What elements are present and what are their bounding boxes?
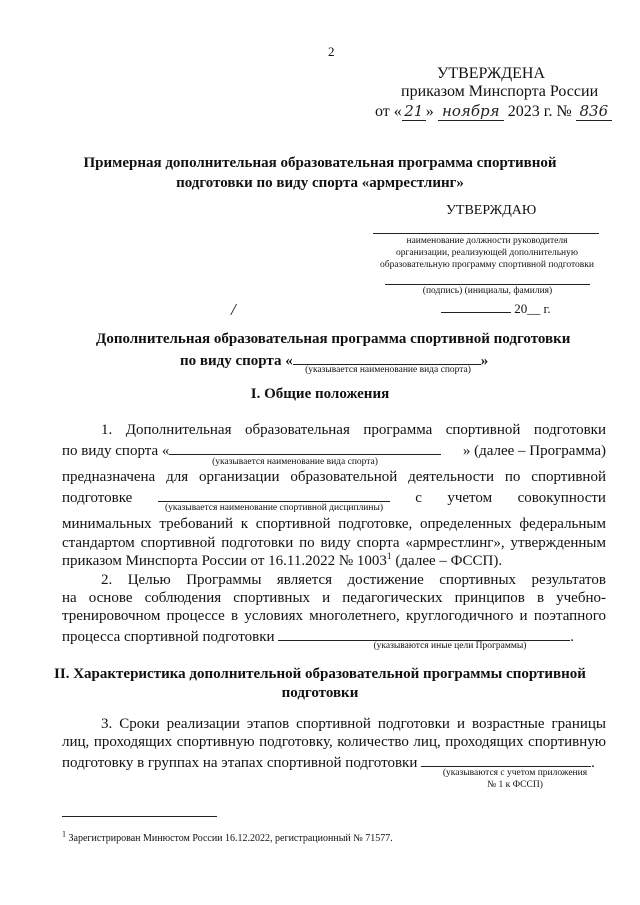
p1-line7-text: приказом Минспорта России от 16.11.2022 № 1003 (62, 553, 387, 569)
footnote-separator (62, 816, 217, 817)
approve-caption-line1: наименование должности руководителя (406, 236, 568, 246)
p1-discipline-blank (158, 487, 390, 502)
p1-footnote-ref: 1 (386, 552, 392, 562)
p2-line2: на основе соблюдения спортивных и педагогических принципов в учебно- (62, 590, 606, 606)
p1-line4-word1: подготовке (62, 490, 133, 506)
p1-line3: предназначена для организации образовательной деятельности по спортивной (62, 469, 606, 485)
program-heading-line1: Дополнительная образовательная программа спортивной подготовки (96, 331, 571, 347)
approve-title: УТВЕРЖДАЮ (446, 203, 537, 218)
p1-line6: стандартом спортивной подготовки по виду спорта «армрестлинг», утвержденным (62, 535, 606, 551)
p3-caption (425, 767, 605, 791)
doc-title (0, 153, 640, 193)
approval-year-text: 2023 г. № (507, 103, 572, 120)
approve-caption-line2: организации, реализующей дополнительную (396, 248, 578, 258)
p1-line4-word2: с (415, 490, 422, 506)
approval-date-quote: » (425, 103, 434, 120)
page-number: 2 (328, 44, 335, 59)
section2-heading (0, 665, 640, 703)
p1-line4-word4: совокупности (517, 490, 606, 506)
approval-date-line (375, 102, 612, 121)
program-heading-prefix: по виду спорта « (180, 353, 293, 369)
p3-groups-blank (421, 752, 591, 767)
p3-line1: 3. Сроки реализации этапов спортивной подготовки и возрастные границы (101, 716, 606, 732)
approval-order-line: приказом Минспорта России (401, 83, 599, 100)
p1-caption1: (указывается наименование вида спорта) (212, 457, 378, 467)
approve-position-line (373, 233, 599, 234)
p1-line1: 1. Дополнительная образовательная программа спортивной подготовки (101, 422, 606, 438)
p1-sport-blank (169, 440, 441, 455)
program-heading-caption: (указывается наименование вида спорта) (305, 365, 471, 375)
program-sport-blank (293, 350, 481, 365)
p3-line2: лиц, проходящих спортивную подготовку, количество лиц, проходящих спортивную (62, 734, 606, 750)
approve-date-blank (441, 300, 511, 313)
approve-signature-caption: (подпись) (инициалы, фамилия) (422, 286, 553, 296)
p1-line2-prefix: по виду спорта « (62, 443, 170, 459)
section2-heading-line2: подготовки (281, 685, 359, 701)
section1-heading: I. Общие положения (250, 386, 390, 402)
doc-title-line1: Примерная дополнительная образовательная программа спортивной (83, 155, 557, 171)
approval-date-prefix: от « (375, 103, 402, 120)
p1-line7 (62, 553, 502, 570)
approve-year-tail: 20__ г. (514, 301, 551, 316)
p2-line4-prefix: процесса спортивной подготовки (62, 629, 275, 645)
approval-number-handwritten: 836 (576, 102, 612, 121)
p2-line1: 2. Целью Программы является достижение спортивных результатов (101, 572, 606, 588)
approve-date-line (441, 300, 551, 317)
doc-title-line2: подготовки по виду спорта «армрестлинг» (176, 175, 464, 191)
approve-signature-line (385, 284, 590, 285)
approve-caption-line3: образовательную программу спортивной подготовки (379, 260, 594, 270)
p3-line3-suffix: . (591, 755, 595, 771)
p1-line7-tail: (далее – ФССП). (391, 553, 503, 569)
p2-line4-suffix: . (570, 629, 575, 645)
approve-position-caption (352, 235, 622, 271)
approval-title: УТВЕРЖДЕНА (437, 65, 546, 82)
footnote (62, 829, 393, 844)
stray-pen-mark: / (231, 300, 236, 319)
section2-heading-line1: II. Характеристика дополнительной образовательной программы спортивной (54, 666, 586, 682)
p2-goals-blank (278, 626, 570, 641)
p3-line3-prefix: подготовку в группах на этапах спортивной подготовки (62, 755, 418, 771)
footnote-ref: 1 (62, 829, 66, 839)
p3-caption-line1: (указываются с учетом приложения (442, 768, 588, 778)
program-heading-suffix: » (480, 353, 489, 369)
p3-caption-line2: № 1 к ФССП) (487, 780, 543, 790)
p2-caption: (указываются иные цели Программы) (373, 641, 527, 651)
p2-line3: тренировочном процессе в условиях многолетнего, круглогодичного и поэтапного (62, 608, 606, 624)
p1-caption2: (указывается наименование спортивной дисциплины) (164, 503, 384, 513)
footnote-text: Зарегистрирован Минюстом России 16.12.2022, регистрационный № 71577. (66, 833, 393, 844)
approval-month-handwritten: ноября (438, 102, 504, 121)
p1-line5: минимальных требований к спортивной подготовке, определенных федеральным (62, 516, 606, 532)
approval-day-handwritten: 21 (402, 102, 426, 121)
p1-line2-suffix: » (далее – Программа) (462, 443, 606, 459)
p1-line4-word3: учетом (447, 490, 493, 506)
